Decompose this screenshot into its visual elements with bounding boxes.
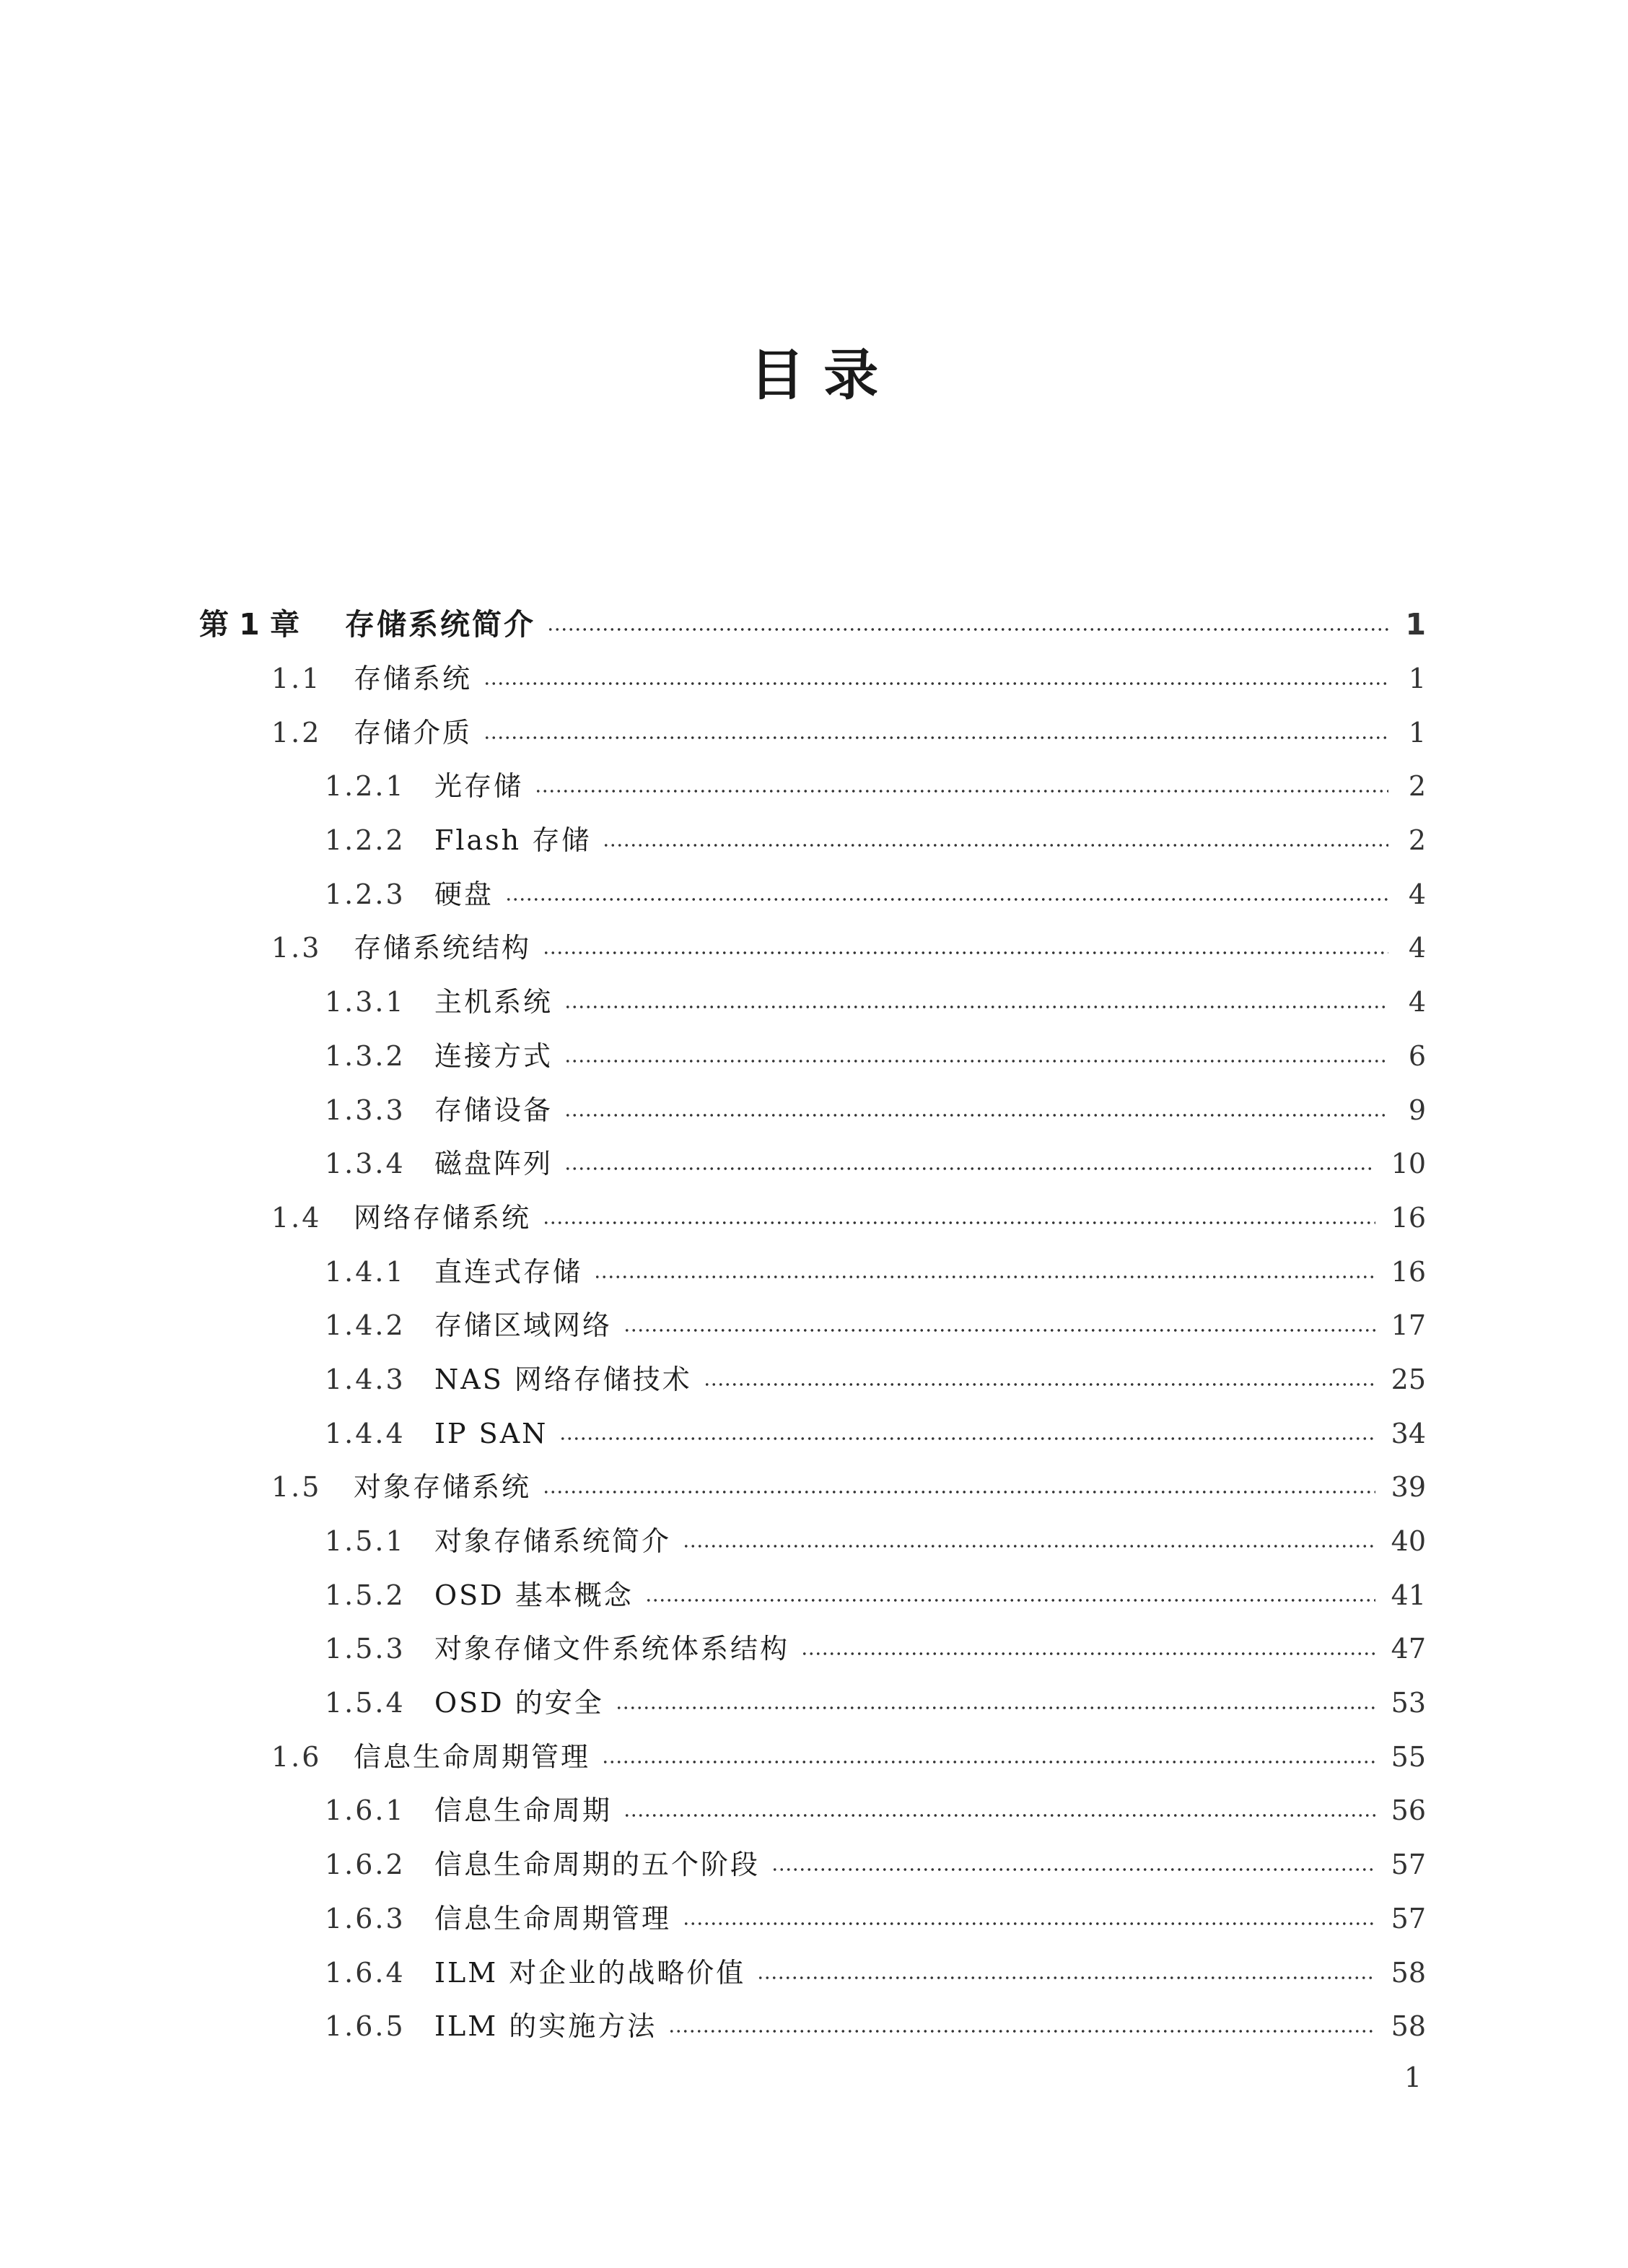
dot-leader [543,951,1388,954]
toc-entry-title: 存储设备 [434,1094,553,1126]
toc-entry-title: 存储系统结构 [354,932,532,964]
toc-entry-number: 1.6 [271,1740,322,1773]
dot-leader [616,1706,1375,1709]
dot-leader [623,1329,1375,1332]
toc-entry-number: 1.4.2 [325,1309,406,1342]
toc-entry-title: 连接方式 [434,1039,553,1072]
toc-entry[interactable] [199,814,1426,868]
toc-entry-title: 硬盘 [434,878,494,910]
toc-entry-page: 41 [1391,1579,1426,1611]
toc-entry-page: 1 [1408,663,1426,695]
toc-entry-page: 39 [1391,1471,1426,1504]
toc-entry-page: 56 [1391,1794,1426,1827]
toc-entry[interactable] [199,1244,1426,1299]
toc-entry-page: 55 [1391,1740,1426,1773]
toc-entry[interactable] [199,705,1426,759]
toc-entry[interactable] [199,652,1426,706]
toc-entry[interactable] [199,921,1426,975]
toc-entry-page: 4 [1408,878,1426,910]
toc-entry-page: 53 [1391,1687,1426,1719]
toc-entry-number: 1.3.3 [325,1094,406,1126]
dot-leader [683,1545,1375,1548]
toc-entry-title: IP SAN [434,1417,548,1449]
dot-leader [602,1761,1375,1763]
toc-entry-number: 1.6.4 [325,1956,406,1989]
toc-entry-title: NAS 网络存储技术 [434,1363,692,1395]
toc-entry-title: 信息生命周期管理 [354,1740,591,1773]
toc-entry-page: 1 [1405,607,1426,642]
toc-entry-title: ILM 对企业的战略价值 [434,1956,746,1989]
toc-entry-number: 1.2.2 [325,824,406,857]
toc-entry-title: ILM 的实施方法 [434,2010,657,2043]
toc-entry[interactable] [199,867,1426,921]
toc-entry-number: 1.3.2 [325,1039,406,1072]
toc-entry[interactable] [199,1191,1426,1245]
dot-leader [543,1491,1375,1493]
toc-entry-number: 1.3 [271,932,322,964]
toc-entry[interactable] [199,1945,1426,1999]
toc-entry-page: 25 [1391,1363,1426,1395]
toc-entry-number: 1.5.2 [325,1579,406,1611]
toc-entry-number: 1.6.3 [325,1902,406,1935]
toc-entry-number: 1.2.1 [325,770,406,803]
toc-entry[interactable] [199,1083,1426,1137]
toc-entry-number: 1.4.3 [325,1363,406,1395]
dot-leader [543,1221,1375,1224]
toc-entry-page: 2 [1408,824,1426,857]
toc-entry-number: 1.6.1 [325,1794,406,1827]
toc-entry-title: 存储介质 [354,716,473,749]
toc-entry-number: 1.6.2 [325,1849,406,1881]
toc-entry-page: 10 [1391,1148,1426,1180]
toc-entry-page: 9 [1408,1094,1426,1126]
toc-entry-page: 4 [1408,986,1426,1019]
toc-entry[interactable] [199,1029,1426,1083]
toc-entry-title: 主机系统 [434,986,553,1019]
toc-entry-page: 17 [1391,1309,1426,1342]
dot-leader [801,1652,1375,1655]
toc-entry[interactable] [199,1622,1426,1676]
toc-entry-title: 直连式存储 [434,1255,583,1288]
toc-entry-title: 存储系统简介 [345,607,535,642]
toc-entry-number: 1.1 [271,663,322,695]
toc-entry-page: 16 [1391,1255,1426,1288]
toc-entry[interactable] [199,1730,1426,1784]
toc-entry-title: 信息生命周期 [434,1794,613,1827]
toc-entry-number: 1.5.4 [325,1687,406,1719]
toc-entry[interactable] [199,1838,1426,1892]
toc-entry-number: 1.5.1 [325,1525,406,1558]
dot-leader [603,844,1388,847]
toc-entry-title: Flash 存储 [434,824,592,857]
toc-entry[interactable] [199,1353,1426,1407]
toc-entry-page: 16 [1391,1201,1426,1234]
toc-entry[interactable] [199,759,1426,814]
toc-entry-page: 2 [1408,770,1426,803]
toc-entry-number: 1.2 [271,716,322,749]
dot-leader [704,1383,1375,1386]
toc-entry-title: OSD 的安全 [434,1687,604,1719]
dot-leader [483,682,1388,685]
dot-leader [668,2030,1375,2033]
dot-leader [623,1814,1375,1817]
toc-entry-page: 6 [1408,1039,1426,1072]
toc-entry-page: 57 [1391,1902,1426,1935]
toc-entry[interactable] [199,1568,1426,1622]
toc-entry-title: OSD 基本概念 [434,1579,634,1611]
toc-entry-title: 存储系统 [354,663,473,695]
toc-entry-title: 存储区域网络 [434,1309,613,1342]
toc-entry[interactable] [199,1784,1426,1838]
toc-entry-title: 网络存储系统 [354,1201,532,1234]
toc-entry-page: 34 [1391,1417,1426,1449]
toc-entry-page: 47 [1391,1633,1426,1665]
toc-entry-number: 1.4 [271,1201,322,1234]
dot-leader [505,898,1388,901]
dot-leader [535,790,1388,793]
dot-leader [771,1868,1375,1871]
toc-entry[interactable] [199,1299,1426,1353]
toc-entry-page: 58 [1391,1956,1426,1989]
dot-leader [559,1437,1375,1440]
toc-entry-title: 信息生命周期管理 [434,1902,672,1935]
dot-leader [564,1114,1388,1117]
table-of-contents [199,598,1426,2054]
toc-entry-title: 光存储 [434,770,524,803]
toc-entry-number: 1.5.3 [325,1633,406,1665]
toc-entry-number: 1.6.5 [325,2010,406,2043]
toc-entry-number: 1.5 [271,1471,322,1504]
toc-chapter-entry[interactable] [199,598,1426,652]
dot-leader [564,1006,1388,1008]
toc-entry-page: 40 [1391,1525,1426,1558]
dot-leader [594,1275,1375,1278]
toc-entry-number: 1.3.4 [325,1148,406,1180]
toc-entry-title: 对象存储系统简介 [434,1525,672,1558]
toc-entry-page: 57 [1391,1849,1426,1881]
dot-leader [757,1976,1375,1979]
toc-entry[interactable] [199,1406,1426,1460]
dot-leader [564,1060,1388,1063]
toc-entry-number: 1.4.4 [325,1417,406,1449]
toc-entry-title: 对象存储文件系统体系结构 [434,1633,790,1665]
page-title: 目 录 [749,343,879,407]
toc-entry[interactable] [199,975,1426,1029]
toc-entry-number: 1.4.1 [325,1255,406,1288]
toc-entry[interactable] [199,1892,1426,1946]
dot-leader [483,736,1388,739]
dot-leader [564,1167,1375,1170]
toc-entry[interactable] [199,1999,1426,2054]
toc-entry-page: 1 [1408,716,1426,749]
page-number: 1 [1404,2062,1422,2093]
dot-leader [547,628,1388,631]
toc-entry-number: 1.3.1 [325,986,406,1019]
toc-entry-page: 58 [1391,2010,1426,2043]
toc-entry-title: 信息生命周期的五个阶段 [434,1849,761,1881]
toc-entry-title: 磁盘阵列 [434,1148,553,1180]
toc-entry-number: 1.2.3 [325,878,406,910]
dot-leader [683,1922,1375,1925]
toc-entry-number: 第 1 章 [199,607,300,642]
dot-leader [645,1599,1375,1602]
toc-entry-title: 对象存储系统 [354,1471,532,1504]
toc-entry[interactable] [199,1137,1426,1191]
toc-entry[interactable] [199,1460,1426,1514]
toc-entry[interactable] [199,1676,1426,1730]
toc-entry[interactable] [199,1514,1426,1569]
toc-entry-page: 4 [1408,932,1426,964]
